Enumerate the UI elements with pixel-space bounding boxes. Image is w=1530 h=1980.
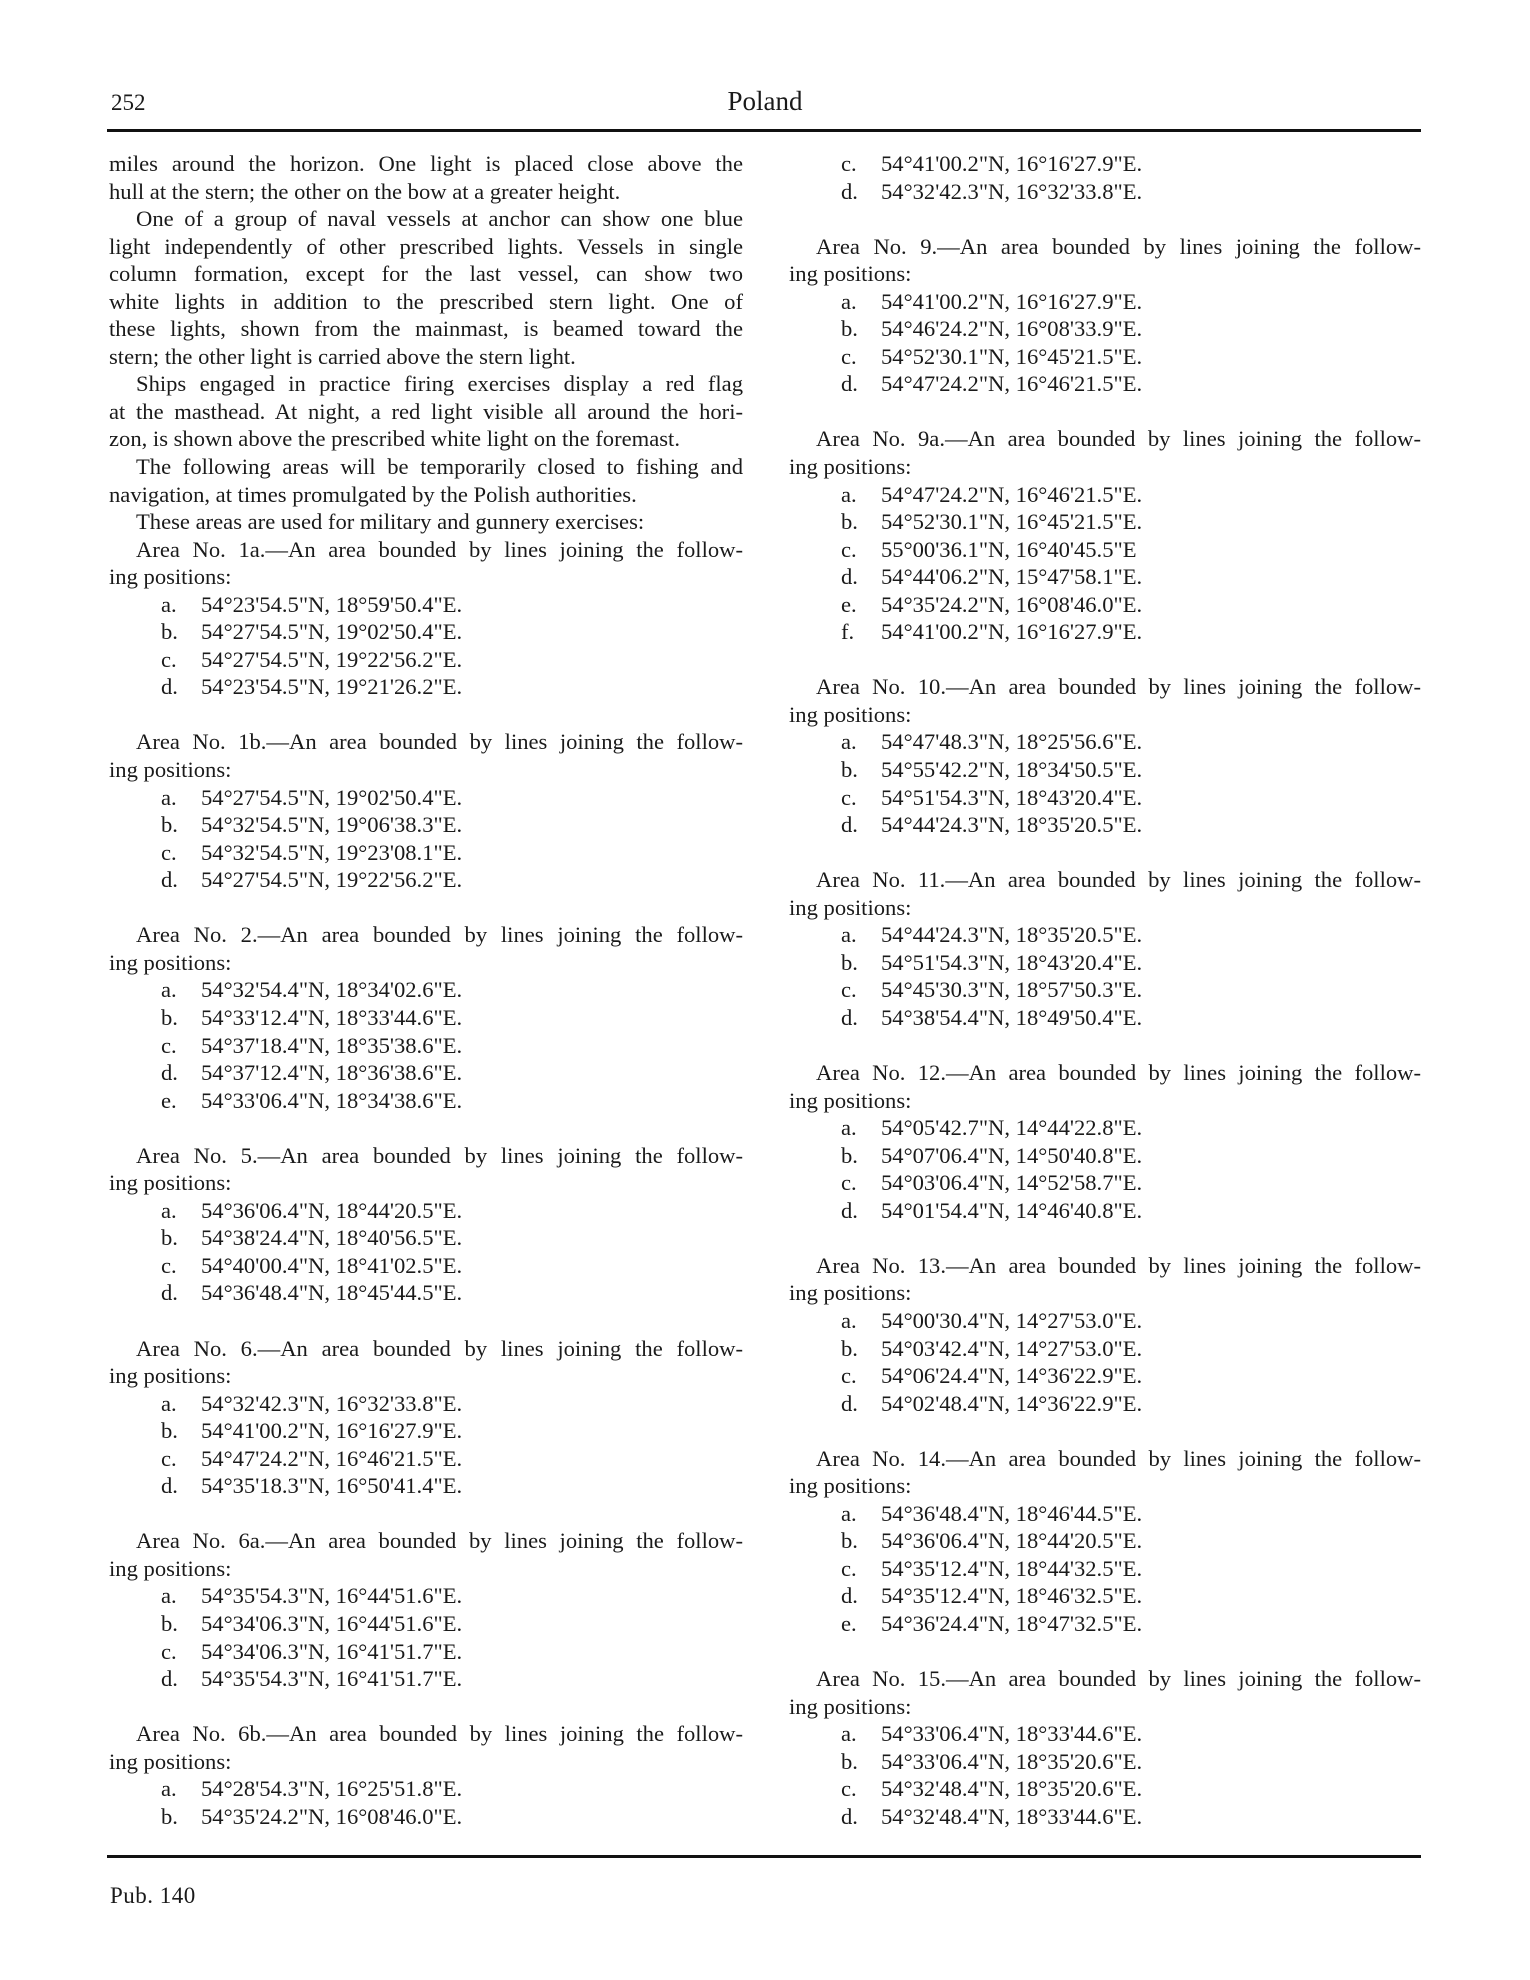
- publication-footer: Pub. 140: [110, 1883, 196, 1908]
- item-letter: d.: [161, 1666, 178, 1692]
- position-item: [109, 1032, 743, 1060]
- item-letter: d.: [841, 178, 858, 204]
- position-item: [789, 1500, 1421, 1528]
- item-letter: b.: [161, 1225, 178, 1251]
- paragraph-line: hull at the stern; the other on the bow at a greater height.: [109, 178, 621, 204]
- item-letter: d.: [841, 1004, 858, 1030]
- item-letter: a.: [841, 1115, 857, 1141]
- heading-line: ing positions:: [789, 261, 912, 287]
- heading-line: ing positions:: [789, 1280, 912, 1306]
- heading-line: Area No. 9a.—An area bounded by lines joining the follow-: [816, 426, 1421, 452]
- position-item: [789, 1610, 1421, 1638]
- position-item: [109, 811, 743, 839]
- item-coordinates: 54°35'24.2"N, 16°08'46.0"E.: [201, 1803, 463, 1829]
- position-item: [789, 756, 1421, 784]
- paragraph-line: at the masthead. At night, a red light visible all around the hori-: [109, 398, 743, 424]
- area-heading: [789, 1059, 1421, 1114]
- heading-line: Area No. 6.—An area bounded by lines joining the follow-: [136, 1335, 743, 1361]
- heading-line: Area No. 9.—An area bounded by lines joining the follow-: [816, 233, 1421, 259]
- item-letter: b.: [841, 1748, 858, 1774]
- item-letter: b.: [841, 316, 858, 342]
- item-coordinates: 54°06'24.4"N, 14°36'22.9"E.: [881, 1363, 1143, 1389]
- area-heading: [109, 1142, 743, 1197]
- position-item: [109, 1252, 743, 1280]
- area-heading: [109, 536, 743, 591]
- paragraph-line: One of a group of naval vessels at anchor can show one blue: [136, 206, 743, 232]
- position-item: [109, 1445, 743, 1473]
- position-item: [109, 976, 743, 1004]
- position-item: [789, 1362, 1421, 1390]
- item-coordinates: 54°33'06.4"N, 18°33'44.6"E.: [881, 1721, 1143, 1747]
- area-heading: [789, 1252, 1421, 1307]
- position-item: [789, 315, 1421, 343]
- item-letter: d.: [841, 1390, 858, 1416]
- heading-line: Area No. 1b.—An area bounded by lines joining the follow-: [136, 729, 743, 755]
- position-item: [109, 1004, 743, 1032]
- position-item: [789, 1803, 1421, 1831]
- item-coordinates: 54°33'06.4"N, 18°35'20.6"E.: [881, 1748, 1143, 1774]
- spacer: [109, 1307, 743, 1335]
- item-coordinates: 54°27'54.5"N, 19°02'50.4"E.: [201, 619, 463, 645]
- item-coordinates: 54°36'24.4"N, 18°47'32.5"E.: [881, 1610, 1143, 1636]
- item-coordinates: 54°47'24.2"N, 16°46'21.5"E.: [881, 371, 1143, 397]
- position-item: [789, 1004, 1421, 1032]
- area-heading: [109, 1527, 743, 1582]
- position-item: [109, 618, 743, 646]
- area-heading: [789, 673, 1421, 728]
- heading-line: ing positions:: [109, 1748, 232, 1774]
- heading-line: ing positions:: [109, 564, 232, 590]
- heading-line: Area No. 2.—An area bounded by lines joining the follow-: [136, 922, 743, 948]
- item-letter: c.: [161, 1445, 177, 1471]
- item-coordinates: 54°44'06.2"N, 15°47'58.1"E.: [881, 564, 1143, 590]
- position-item: [789, 1748, 1421, 1776]
- item-letter: a.: [841, 288, 857, 314]
- item-letter: c.: [841, 977, 857, 1003]
- heading-line: ing positions:: [109, 1363, 232, 1389]
- item-coordinates: 54°52'30.1"N, 16°45'21.5"E.: [881, 509, 1143, 535]
- position-item: [789, 563, 1421, 591]
- item-letter: b.: [161, 1418, 178, 1444]
- item-letter: a.: [841, 922, 857, 948]
- item-coordinates: 54°01'54.4"N, 14°46'40.8"E.: [881, 1197, 1143, 1223]
- item-coordinates: 54°37'12.4"N, 18°36'38.6"E.: [201, 1060, 463, 1086]
- item-letter: a.: [161, 1390, 177, 1416]
- item-letter: b.: [161, 812, 178, 838]
- item-coordinates: 54°44'24.3"N, 18°35'20.5"E.: [881, 922, 1143, 948]
- item-letter: b.: [841, 1528, 858, 1554]
- item-letter: a.: [161, 784, 177, 810]
- heading-line: ing positions:: [789, 701, 912, 727]
- item-coordinates: 54°46'24.2"N, 16°08'33.9"E.: [881, 316, 1143, 342]
- heading-line: Area No. 10.—An area bounded by lines joining the follow-: [816, 674, 1421, 700]
- item-letter: a.: [161, 591, 177, 617]
- item-coordinates: 54°36'06.4"N, 18°44'20.5"E.: [201, 1197, 463, 1223]
- item-coordinates: 54°41'00.2"N, 16°16'27.9"E.: [201, 1418, 463, 1444]
- item-coordinates: 54°35'12.4"N, 18°44'32.5"E.: [881, 1555, 1143, 1581]
- paragraph-line: These areas are used for military and gunnery exercises:: [136, 509, 645, 535]
- position-item: [789, 949, 1421, 977]
- item-letter: d.: [161, 1060, 178, 1086]
- item-coordinates: 54°05'42.7"N, 14°44'22.8"E.: [881, 1115, 1143, 1141]
- area-heading: [789, 425, 1421, 480]
- item-letter: a.: [841, 1500, 857, 1526]
- spacer: [789, 839, 1421, 867]
- item-letter: a.: [841, 729, 857, 755]
- position-item: [789, 1720, 1421, 1748]
- item-coordinates: 54°35'12.4"N, 18°46'32.5"E.: [881, 1583, 1143, 1609]
- item-letter: a.: [841, 481, 857, 507]
- position-item: [109, 1610, 743, 1638]
- item-letter: c.: [841, 1363, 857, 1389]
- heading-line: ing positions:: [789, 1087, 912, 1113]
- item-coordinates: 54°32'42.3"N, 16°32'33.8"E.: [881, 178, 1143, 204]
- item-coordinates: 54°34'06.3"N, 16°41'51.7"E.: [201, 1638, 463, 1664]
- position-item: [789, 536, 1421, 564]
- item-letter: b.: [161, 619, 178, 645]
- item-letter: b.: [161, 1803, 178, 1829]
- paragraph-line: zon, is shown above the prescribed white light on the foremast.: [109, 426, 680, 452]
- item-letter: f.: [841, 619, 855, 645]
- area-heading: [109, 728, 743, 783]
- item-letter: c.: [841, 1170, 857, 1196]
- area-heading: [789, 233, 1421, 288]
- position-item: [789, 178, 1421, 206]
- heading-line: Area No. 12.—An area bounded by lines joining the follow-: [816, 1060, 1421, 1086]
- item-coordinates: 54°37'18.4"N, 18°35'38.6"E.: [201, 1032, 463, 1058]
- item-coordinates: 54°27'54.5"N, 19°22'56.2"E.: [201, 646, 463, 672]
- item-letter: a.: [161, 977, 177, 1003]
- area-heading: [789, 866, 1421, 921]
- position-item: [109, 839, 743, 867]
- item-coordinates: 54°33'06.4"N, 18°34'38.6"E.: [201, 1087, 463, 1113]
- item-coordinates: 54°23'54.5"N, 18°59'50.4"E.: [201, 591, 463, 617]
- running-title: Poland: [727, 86, 803, 116]
- position-item: [109, 1472, 743, 1500]
- item-coordinates: 54°03'06.4"N, 14°52'58.7"E.: [881, 1170, 1143, 1196]
- heading-line: Area No. 6b.—An area bounded by lines joining the follow-: [136, 1721, 743, 1747]
- paragraph: [109, 205, 743, 370]
- paragraph: [109, 150, 743, 205]
- position-item: [789, 1335, 1421, 1363]
- spacer: [789, 646, 1421, 674]
- heading-line: ing positions:: [109, 1170, 232, 1196]
- heading-line: Area No. 5.—An area bounded by lines joining the follow-: [136, 1142, 743, 1168]
- item-coordinates: 54°32'48.4"N, 18°35'20.6"E.: [881, 1776, 1143, 1802]
- item-letter: a.: [841, 1307, 857, 1333]
- item-letter: c.: [161, 1252, 177, 1278]
- right-column: [789, 150, 1421, 1830]
- item-coordinates: 54°51'54.3"N, 18°43'20.4"E.: [881, 784, 1143, 810]
- item-coordinates: 54°33'12.4"N, 18°33'44.6"E.: [201, 1004, 463, 1030]
- paragraph: [109, 508, 743, 536]
- item-coordinates: 54°45'30.3"N, 18°57'50.3"E.: [881, 977, 1143, 1003]
- paragraph-line: The following areas will be temporarily closed to fishing and: [136, 454, 743, 480]
- item-coordinates: 54°38'54.4"N, 18°49'50.4"E.: [881, 1004, 1143, 1030]
- heading-line: Area No. 11.—An area bounded by lines joining the follow-: [816, 867, 1421, 893]
- item-letter: b.: [841, 757, 858, 783]
- heading-line: Area No. 15.—An area bounded by lines joining the follow-: [816, 1666, 1421, 1692]
- area-heading: [789, 1445, 1421, 1500]
- position-item: [109, 1775, 743, 1803]
- item-letter: c.: [161, 1032, 177, 1058]
- paragraph-line: light independently of other prescribed lights. Vessels in single: [109, 233, 743, 259]
- position-item: [789, 481, 1421, 509]
- area-heading: [109, 921, 743, 976]
- item-coordinates: 54°27'54.5"N, 19°22'56.2"E.: [201, 867, 463, 893]
- header-rule: [107, 129, 1421, 132]
- position-item: [789, 728, 1421, 756]
- item-coordinates: 54°28'54.3"N, 16°25'51.8"E.: [201, 1776, 463, 1802]
- item-coordinates: 54°35'24.2"N, 16°08'46.0"E.: [881, 591, 1143, 617]
- position-item: [789, 1307, 1421, 1335]
- spacer: [109, 1693, 743, 1721]
- spacer: [789, 205, 1421, 233]
- item-coordinates: 54°36'48.4"N, 18°45'44.5"E.: [201, 1280, 463, 1306]
- position-item: [109, 1087, 743, 1115]
- heading-line: ing positions:: [789, 1473, 912, 1499]
- item-letter: b.: [161, 1610, 178, 1636]
- paragraph-line: these lights, shown from the mainmast, is beamed toward the: [109, 316, 743, 342]
- area-heading: [789, 1665, 1421, 1720]
- position-item: [789, 1582, 1421, 1610]
- item-coordinates: 54°02'48.4"N, 14°36'22.9"E.: [881, 1390, 1143, 1416]
- position-item: [789, 784, 1421, 812]
- item-letter: a.: [161, 1583, 177, 1609]
- item-coordinates: 54°07'06.4"N, 14°50'40.8"E.: [881, 1142, 1143, 1168]
- item-letter: b.: [161, 1004, 178, 1030]
- item-letter: d.: [161, 867, 178, 893]
- item-coordinates: 54°35'18.3"N, 16°50'41.4"E.: [201, 1473, 463, 1499]
- item-coordinates: 54°52'30.1"N, 16°45'21.5"E.: [881, 343, 1143, 369]
- position-item: [109, 1390, 743, 1418]
- position-item: [109, 1279, 743, 1307]
- item-coordinates: 54°34'06.3"N, 16°44'51.6"E.: [201, 1610, 463, 1636]
- position-item: [789, 811, 1421, 839]
- position-item: [789, 1197, 1421, 1225]
- item-coordinates: 54°27'54.5"N, 19°02'50.4"E.: [201, 784, 463, 810]
- item-coordinates: 54°47'48.3"N, 18°25'56.6"E.: [881, 729, 1143, 755]
- heading-line: ing positions:: [789, 1693, 912, 1719]
- item-coordinates: 54°32'42.3"N, 16°32'33.8"E.: [201, 1390, 463, 1416]
- item-coordinates: 54°51'54.3"N, 18°43'20.4"E.: [881, 949, 1143, 975]
- heading-line: ing positions:: [109, 949, 232, 975]
- item-coordinates: 54°32'54.5"N, 19°06'38.3"E.: [201, 812, 463, 838]
- position-item: [789, 1169, 1421, 1197]
- item-letter: c.: [841, 1555, 857, 1581]
- paragraph-line: Ships engaged in practice firing exercises display a red flag: [136, 371, 743, 397]
- position-item: [789, 618, 1421, 646]
- spacer: [789, 1417, 1421, 1445]
- position-item: [109, 1224, 743, 1252]
- item-letter: b.: [841, 509, 858, 535]
- item-letter: d.: [841, 371, 858, 397]
- item-letter: c.: [841, 1776, 857, 1802]
- position-item: [789, 976, 1421, 1004]
- paragraph-line: navigation, at times promulgated by the Polish authorities.: [109, 481, 637, 507]
- position-item: [789, 1142, 1421, 1170]
- item-letter: c.: [161, 1638, 177, 1664]
- position-item: [109, 1665, 743, 1693]
- position-item: [789, 1555, 1421, 1583]
- position-item: [109, 1417, 743, 1445]
- item-letter: c.: [841, 536, 857, 562]
- item-letter: d.: [841, 1583, 858, 1609]
- item-letter: e.: [841, 591, 857, 617]
- item-coordinates: 54°41'00.2"N, 16°16'27.9"E.: [881, 619, 1143, 645]
- left-column: [109, 150, 743, 1830]
- spacer: [789, 1224, 1421, 1252]
- position-item: [789, 150, 1421, 178]
- position-item: [109, 1638, 743, 1666]
- position-item: [789, 370, 1421, 398]
- position-item: [109, 673, 743, 701]
- item-coordinates: 54°32'54.4"N, 18°34'02.6"E.: [201, 977, 463, 1003]
- heading-line: Area No. 13.—An area bounded by lines joining the follow-: [816, 1252, 1421, 1278]
- footer-rule: [107, 1855, 1421, 1858]
- item-letter: d.: [841, 1197, 858, 1223]
- position-item: [789, 1390, 1421, 1418]
- paragraph: [109, 370, 743, 453]
- position-item: [109, 646, 743, 674]
- item-coordinates: 54°23'54.5"N, 19°21'26.2"E.: [201, 674, 463, 700]
- position-item: [109, 1059, 743, 1087]
- spacer: [789, 1638, 1421, 1666]
- item-letter: c.: [841, 343, 857, 369]
- item-coordinates: 54°35'54.3"N, 16°41'51.7"E.: [201, 1666, 463, 1692]
- item-coordinates: 54°40'00.4"N, 18°41'02.5"E.: [201, 1252, 463, 1278]
- paragraph: [109, 453, 743, 508]
- spacer: [109, 894, 743, 922]
- paragraph-line: column formation, except for the last vessel, can show two: [109, 261, 743, 287]
- item-coordinates: 54°03'42.4"N, 14°27'53.0"E.: [881, 1335, 1143, 1361]
- spacer: [109, 1500, 743, 1528]
- item-letter: c.: [841, 151, 857, 176]
- position-item: [109, 1582, 743, 1610]
- area-heading: [109, 1335, 743, 1390]
- item-coordinates: 54°35'54.3"N, 16°44'51.6"E.: [201, 1583, 463, 1609]
- position-item: [789, 1114, 1421, 1142]
- page-number: 252: [111, 90, 146, 115]
- item-coordinates: 54°47'24.2"N, 16°46'21.5"E.: [881, 481, 1143, 507]
- heading-line: Area No. 1a.—An area bounded by lines joining the follow-: [136, 536, 743, 562]
- position-item: [109, 1197, 743, 1225]
- item-coordinates: 54°32'48.4"N, 18°33'44.6"E.: [881, 1803, 1143, 1829]
- item-letter: d.: [161, 1473, 178, 1499]
- item-letter: c.: [161, 646, 177, 672]
- heading-line: ing positions:: [109, 757, 232, 783]
- paragraph-line: miles around the horizon. One light is placed close above the: [109, 151, 743, 176]
- item-letter: b.: [841, 1142, 858, 1168]
- heading-line: Area No. 14.—An area bounded by lines joining the follow-: [816, 1445, 1421, 1471]
- heading-line: Area No. 6a.—An area bounded by lines joining the follow-: [136, 1528, 743, 1554]
- spacer: [109, 1114, 743, 1142]
- item-letter: b.: [841, 1335, 858, 1361]
- spacer: [109, 701, 743, 729]
- item-letter: a.: [161, 1197, 177, 1223]
- position-item: [789, 1775, 1421, 1803]
- item-coordinates: 54°32'54.5"N, 19°23'08.1"E.: [201, 839, 463, 865]
- area-heading: [109, 1720, 743, 1775]
- item-letter: a.: [161, 1776, 177, 1802]
- item-letter: c.: [841, 784, 857, 810]
- item-coordinates: 54°41'00.2"N, 16°16'27.9"E.: [881, 288, 1143, 314]
- item-coordinates: 54°47'24.2"N, 16°46'21.5"E.: [201, 1445, 463, 1471]
- heading-line: ing positions:: [109, 1555, 232, 1581]
- paragraph-line: white lights in addition to the prescribed stern light. One of: [109, 288, 743, 314]
- heading-line: ing positions:: [789, 894, 912, 920]
- item-letter: a.: [841, 1721, 857, 1747]
- item-coordinates: 54°36'06.4"N, 18°44'20.5"E.: [881, 1528, 1143, 1554]
- item-letter: d.: [841, 812, 858, 838]
- position-item: [789, 288, 1421, 316]
- item-coordinates: 54°44'24.3"N, 18°35'20.5"E.: [881, 812, 1143, 838]
- item-coordinates: 54°00'30.4"N, 14°27'53.0"E.: [881, 1307, 1143, 1333]
- position-item: [109, 1803, 743, 1831]
- item-letter: b.: [841, 949, 858, 975]
- item-letter: e.: [841, 1610, 857, 1636]
- spacer: [789, 398, 1421, 426]
- position-item: [789, 591, 1421, 619]
- heading-line: ing positions:: [789, 454, 912, 480]
- position-item: [789, 1527, 1421, 1555]
- item-coordinates: 54°36'48.4"N, 18°46'44.5"E.: [881, 1500, 1143, 1526]
- item-coordinates: 54°55'42.2"N, 18°34'50.5"E.: [881, 757, 1143, 783]
- position-item: [789, 343, 1421, 371]
- item-letter: e.: [161, 1087, 177, 1113]
- spacer: [789, 1032, 1421, 1060]
- item-letter: d.: [841, 1803, 858, 1829]
- paragraph-line: stern; the other light is carried above the stern light.: [109, 343, 576, 369]
- position-item: [109, 784, 743, 812]
- item-coordinates: 55°00'36.1"N, 16°40'45.5"E: [881, 536, 1137, 562]
- position-item: [789, 508, 1421, 536]
- position-item: [109, 866, 743, 894]
- item-coordinates: 54°38'24.4"N, 18°40'56.5"E.: [201, 1225, 463, 1251]
- item-coordinates: 54°41'00.2"N, 16°16'27.9"E.: [881, 151, 1143, 176]
- item-letter: d.: [841, 564, 858, 590]
- item-letter: d.: [161, 1280, 178, 1306]
- position-item: [789, 921, 1421, 949]
- item-letter: c.: [161, 839, 177, 865]
- position-item: [109, 591, 743, 619]
- item-letter: d.: [161, 674, 178, 700]
